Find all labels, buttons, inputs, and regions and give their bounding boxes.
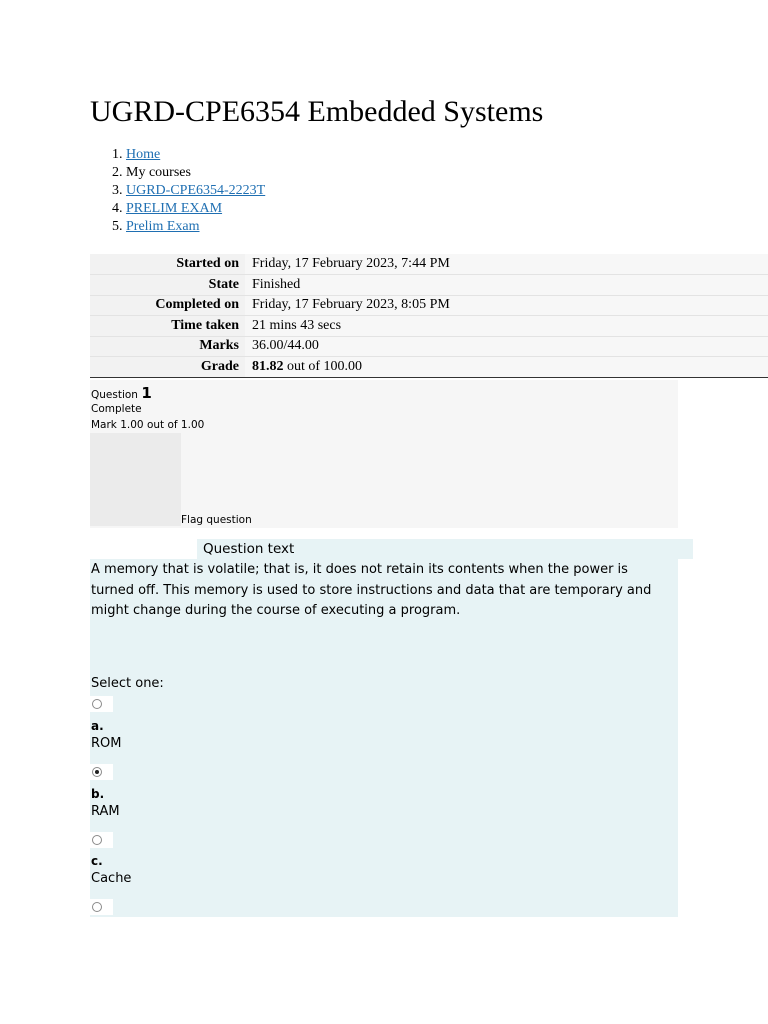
breadcrumb-link-course[interactable]: UGRD-CPE6354-2223T [126,183,266,198]
option-b-radio[interactable] [92,767,102,777]
summary-value: 36.00/44.00 [245,336,768,357]
summary-row-state [90,275,768,296]
summary-value [245,357,768,378]
breadcrumb-item-quiz [90,218,265,236]
breadcrumb-link-section[interactable]: PRELIM EXAM [126,201,223,216]
question-formulation [90,559,678,917]
summary-label: Started on [90,254,245,275]
summary-label: Time taken [90,316,245,337]
flag-question-link[interactable]: Flag question [181,514,252,526]
question-text-heading: Question text [197,539,693,559]
summary-row-started [90,254,768,275]
summary-label: State [90,275,245,296]
summary-label: Marks [90,336,245,357]
page-title: UGRD-CPE6354 Embedded Systems [90,95,544,128]
breadcrumb-item-my-courses [90,164,265,182]
breadcrumb-item-course [90,182,265,200]
option-b-radio-wrapper[interactable] [90,764,113,780]
summary-row-grade [90,357,768,378]
summary-value: Friday, 17 February 2023, 8:05 PM [245,295,768,316]
breadcrumb-link-quiz[interactable]: Prelim Exam [126,219,200,234]
summary-label: Completed on [90,295,245,316]
summary-value: Friday, 17 February 2023, 7:44 PM [245,254,768,275]
question-mark: Mark 1.00 out of 1.00 [91,419,205,431]
option-a-radio[interactable] [92,699,102,709]
summary-row-time-taken [90,316,768,337]
breadcrumb-number: 5. [112,219,123,234]
question-label: Question [91,389,142,401]
select-one-prompt: Select one: [91,676,164,691]
breadcrumb-number: 4. [112,201,123,216]
option-c-radio[interactable] [92,835,102,845]
question-number [91,384,152,402]
attempt-summary-table [90,254,768,378]
question-text: A memory that is volatile; that is, it does not retain its contents when the power is turned off. This memory is used to store instructions and data that are temporary and might change during the course of executing a program. [91,562,652,618]
flag-icon[interactable] [90,433,181,526]
option-d-radio[interactable] [92,902,102,912]
breadcrumb-text-my-courses: My courses [126,165,191,180]
breadcrumb-item-section [90,200,265,218]
grade-score: 81.82 [252,358,284,374]
option-a-radio-wrapper[interactable] [90,696,113,712]
option-c-text[interactable]: Cache [91,871,132,886]
question-info-panel [90,380,678,528]
breadcrumb-number: 3. [112,183,123,198]
breadcrumb-number: 1. [112,147,123,162]
option-a-text[interactable]: ROM [91,736,122,751]
option-d-radio-wrapper[interactable] [90,899,113,915]
option-a-letter: a. [91,719,104,733]
option-c-letter: c. [91,854,103,868]
breadcrumb-link-home[interactable]: Home [126,147,161,162]
summary-row-completed [90,295,768,316]
summary-label: Grade [90,357,245,378]
breadcrumb-number: 2. [112,165,123,180]
question-state: Complete [91,403,142,415]
grade-out-of: out of 100.00 [283,358,363,374]
summary-row-marks [90,336,768,357]
summary-value: 21 mins 43 secs [245,316,768,337]
option-b-letter: b. [91,787,105,801]
option-c-radio-wrapper[interactable] [90,832,113,848]
option-b-text[interactable]: RAM [91,804,120,819]
question-number-value: 1 [141,384,152,402]
breadcrumb-item-home [90,146,265,164]
breadcrumb [90,146,265,236]
summary-value: Finished [245,275,768,296]
